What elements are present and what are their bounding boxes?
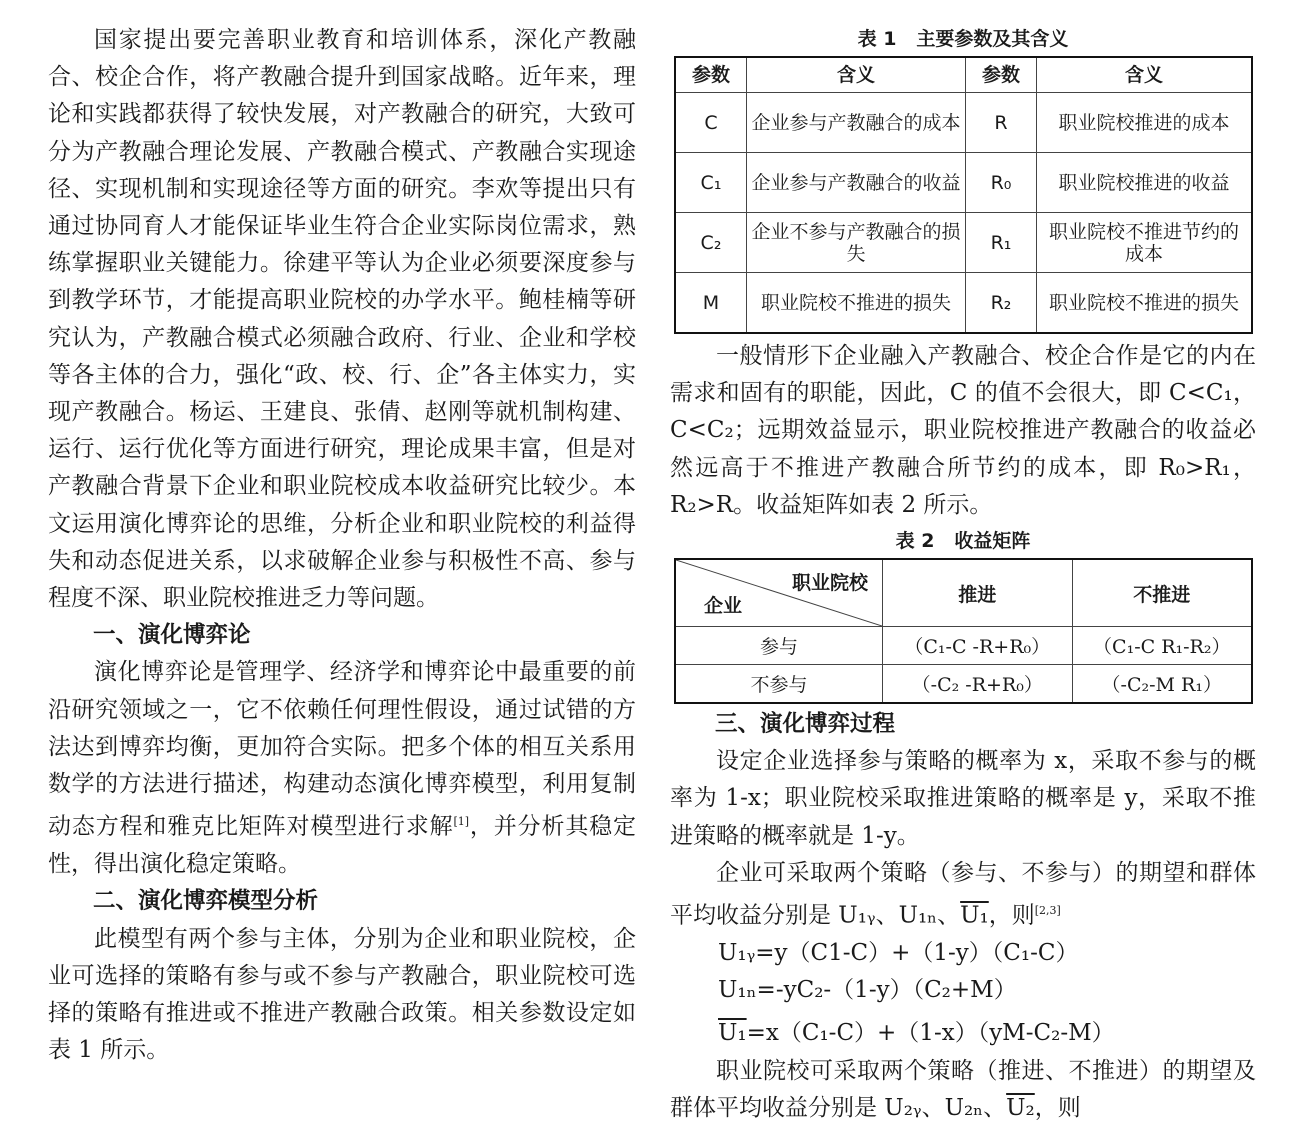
section-heading-3: 三、演化博弈过程 <box>715 711 896 738</box>
param-meaning: 企业不参与产教融合的损失 <box>747 213 966 273</box>
param-meaning: 职业院校不推进的损失 <box>1037 273 1253 334</box>
paragraph-text: ，则 <box>988 902 1035 929</box>
formula-u1-average <box>718 1015 1256 1052</box>
table-row <box>675 627 1252 665</box>
table-row <box>675 93 1252 153</box>
parameter-table <box>674 56 1253 334</box>
paragraph-model-analysis: 此模型有两个参与主体，分别为企业和职业院校，企业可选择的策略有参与或不参与产教融合，职业院校可选择的策略有推进或不推进产教融合政策。相关参数设定如表 1 所示。 <box>48 925 636 1064</box>
param-meaning: 职业院校不推进节约的成本 <box>1037 213 1253 273</box>
table-header-row <box>675 57 1252 93</box>
formula-u1y: U₁ᵧ=y（C1-C）+（1-y）（C₁-C） <box>718 939 1079 966</box>
paragraph-text: ，并分析其稳定性，得出演化稳定策略。 <box>48 813 637 878</box>
param-meaning: 企业参与产教融合的收益 <box>747 153 966 213</box>
param-symbol: M <box>675 273 747 334</box>
paragraph-text: ，则 <box>1034 1094 1081 1121</box>
param-meaning: 企业参与产教融合的成本 <box>747 93 966 153</box>
param-symbol: C <box>675 93 747 153</box>
payoff-cell: （-C₂-M R₁） <box>1072 665 1252 704</box>
citation-ref: [1] <box>453 815 470 829</box>
table-header-row <box>675 559 1252 627</box>
row-label: 参与 <box>675 627 883 665</box>
paragraph-school-payoff <box>670 1053 1256 1127</box>
payoff-cell: （C₁-C -R+R₀） <box>883 627 1073 665</box>
column-header: 含义 <box>1037 57 1253 93</box>
column-header: 参数 <box>966 57 1037 93</box>
corner-label-enterprise: 企业 <box>704 595 743 618</box>
param-symbol: R₁ <box>966 213 1037 273</box>
paragraph-text: 演化博弈论是管理学、经济学和博弈论中最重要的前沿研究领域之一，它不依赖任何理性假设，通过试错的方法达到博弈均衡，更加符合实际。把多个体的相互关系用数学的方法进行描述，构建动态演化博弈模型，利用复制动态方程和雅克比矩阵对模型进行求解 <box>48 659 636 840</box>
diagonal-header-cell <box>675 559 883 627</box>
row-label: 不参与 <box>675 665 883 704</box>
param-symbol: R <box>966 93 1037 153</box>
payoff-cell: （-C₂ -R+R₀） <box>883 665 1073 704</box>
formula-u1n: U₁ₙ=-yC₂-（1-y）（C₂+M） <box>718 977 1017 1004</box>
table-row <box>675 273 1252 334</box>
table-row <box>675 665 1252 704</box>
payoff-matrix-table <box>674 558 1253 704</box>
section-heading-1: 一、演化博弈论 <box>93 622 251 649</box>
column-header: 不推进 <box>1072 559 1252 627</box>
payoff-cell: （C₁-C R₁-R₂） <box>1072 627 1252 665</box>
column-header: 含义 <box>747 57 966 93</box>
param-meaning: 职业院校推进的收益 <box>1037 153 1253 213</box>
param-meaning: 职业院校不推进的损失 <box>747 273 966 334</box>
param-symbol: C₂ <box>675 213 747 273</box>
table2-caption: 表 2 收益矩阵 <box>895 530 1031 553</box>
column-header: 参数 <box>675 57 747 93</box>
section-heading-2: 二、演化博弈模型分析 <box>93 888 319 915</box>
paragraph-text: 职业院校可采取两个策略（推进、不推进）的期望及群体平均收益分别是 U₂ᵧ、U₂ₙ、 <box>670 1057 1256 1121</box>
average-payoff-symbol: U₂ <box>1006 1094 1035 1121</box>
column-header: 推进 <box>883 559 1073 627</box>
paragraph-intro: 国家提出要完善职业教育和培训体系，深化产教融合、校企合作，将产教融合提升到国家战略。近年来，理论和实践都获得了较快发展，对产教融合的研究，大致可分为产教融合理论发展、产教融合模式、产教融合实现途径、实现机制和实现途径等方面的研究。李欢等提出只有通过协同育人才能保证毕业生符合企业实际岗位需求，熟练掌握职业关键能力。徐建平等认为企业必须要深度参与到教学环节，才能提高职业院校的办学水平。鲍桂楠等研究认为，产教融合模式必须融合政府、行业、企业和学校等各主体的合力，强化“政、校、行、企”各主体实力，实现产教融合。杨运、王建良、张倩、赵刚等就机制构建、运行、运行优化等方面进行研究，理论成果丰富，但是对产教融合背景下企业和职业院校成本收益研究比较少。本文运用演化博弈论的思维，分析企业和职业院校的利益得失和动态促进关系，以求破解企业参与积极性不高、参与程度不深、职业院校推进乏力等问题。 <box>48 27 636 612</box>
table1-caption: 表 1 主要参数及其含义 <box>857 28 1069 50</box>
average-payoff-symbol: U₁ <box>718 1020 747 1047</box>
citation-ref: [2,3] <box>1034 904 1061 918</box>
corner-label-school: 职业院校 <box>791 572 868 595</box>
formula-text: =x（C₁-C）+（1-x）（yM-C₂-M） <box>746 1020 1115 1047</box>
paragraph-probabilities: 设定企业选择参与策略的概率为 x，采取不参与的概率为 1-x；职业院校采取推进策略的概率是 y，采取不推进策略的概率就是 1-y。 <box>670 748 1256 849</box>
average-payoff-symbol: U₁ <box>960 902 989 929</box>
paragraph-evolutionary-game-theory <box>48 654 636 883</box>
param-symbol: C₁ <box>675 153 747 213</box>
paragraph-enterprise-payoff <box>670 855 1256 935</box>
table-row <box>675 153 1252 213</box>
param-symbol: R₂ <box>966 273 1037 334</box>
param-symbol: R₀ <box>966 153 1037 213</box>
left-column <box>48 22 636 1069</box>
right-column <box>670 22 1256 1127</box>
paragraph-assumptions: 一般情形下企业融入产教融合、校企合作是它的内在需求和固有的职能，因此，C 的值不会很大，即 C<C₁，C<C₂；远期效益显示，职业院校推进产教融合的收益必然远高于不推进产教融合所节约的成本，即 R₀>R₁，R₂>R。收益矩阵如表 2 所示。 <box>670 343 1256 518</box>
paragraph-text: 企业可采取两个策略（参与、不参与）的期望和群体平均收益分别是 U₁ᵧ、U₁ₙ、 <box>670 859 1256 929</box>
param-meaning: 职业院校推进的成本 <box>1037 93 1253 153</box>
table-row <box>675 213 1252 273</box>
